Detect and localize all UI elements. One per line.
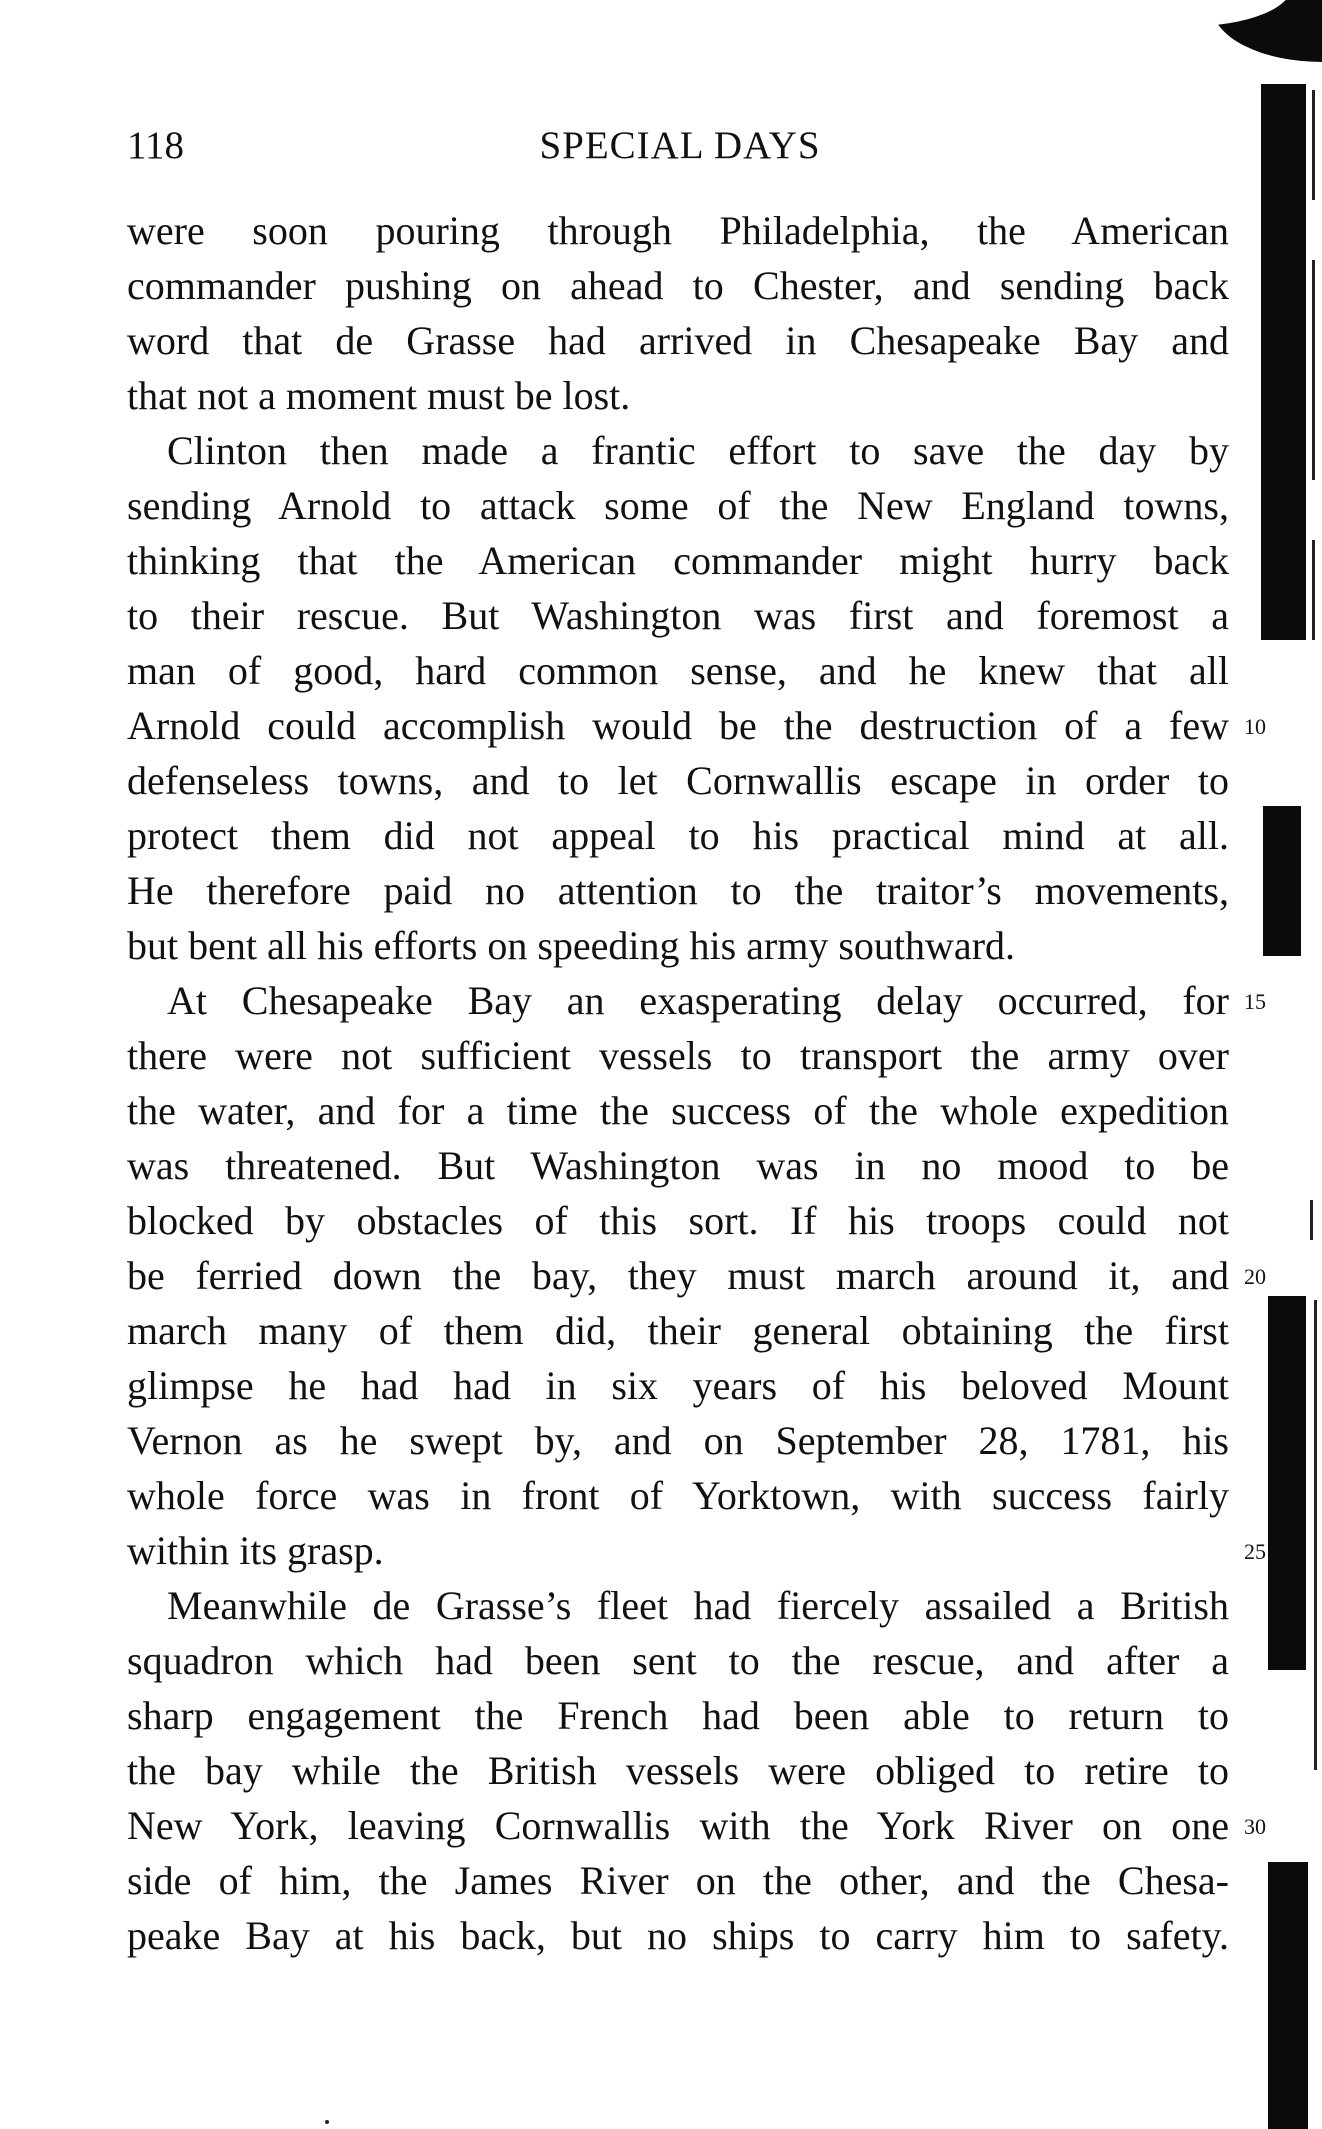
text-line xyxy=(127,1248,1266,1303)
text-line xyxy=(127,808,1229,863)
text-line xyxy=(127,1798,1266,1853)
line-text: New York, leaving Cornwallis with the York River on one xyxy=(127,1803,1229,1848)
text-line xyxy=(127,1468,1229,1523)
text-line xyxy=(127,203,1229,258)
scan-edge-line xyxy=(1312,540,1315,640)
line-text: whole force was in front of Yorktown, with success fairly xyxy=(127,1473,1229,1518)
line-text: the water, and for a time the success of the whole expedition xyxy=(127,1088,1229,1133)
text-line xyxy=(127,1523,1266,1578)
scan-binding-shadow xyxy=(1268,1296,1306,1670)
line-text: squadron which had been sent to the rescue, and after a xyxy=(127,1638,1229,1683)
text-line xyxy=(127,1688,1229,1743)
scan-binding-shadow xyxy=(1261,84,1306,640)
text-line xyxy=(127,1138,1229,1193)
text-line xyxy=(127,1908,1229,1963)
line-text: thinking that the American commander might hurry back xyxy=(127,538,1229,583)
line-text: Vernon as he swept by, and on September 28, 1781, his xyxy=(127,1418,1229,1463)
text-line xyxy=(127,1743,1229,1798)
line-text: sharp engagement the French had been able to return to xyxy=(127,1693,1229,1738)
text-line xyxy=(127,973,1266,1028)
scan-speck xyxy=(325,2120,329,2124)
line-text: He therefore paid no attention to the traitor’s movements, xyxy=(127,868,1229,913)
line-text: within its grasp. xyxy=(127,1528,384,1573)
text-line xyxy=(127,1193,1229,1248)
text-line xyxy=(127,863,1229,918)
body-text xyxy=(127,203,1266,1963)
text-line xyxy=(127,753,1229,808)
text-line xyxy=(127,1358,1229,1413)
line-text: commander pushing on ahead to Chester, and sending back xyxy=(127,263,1229,308)
margin-line-number: 20 xyxy=(1244,1264,1266,1289)
text-line xyxy=(127,643,1229,698)
margin-line-number: 25 xyxy=(1244,1539,1266,1564)
line-text: Meanwhile de Grasse’s fleet had fiercely assailed a British xyxy=(167,1583,1229,1628)
text-line xyxy=(127,533,1229,588)
line-text: sending Arnold to attack some of the New England towns, xyxy=(127,483,1229,528)
scan-edge-artifact xyxy=(1212,0,1322,62)
line-text: blocked by obstacles of this sort. If his troops could not xyxy=(127,1198,1229,1243)
scan-edge-line xyxy=(1310,1200,1313,1240)
text-line xyxy=(127,1028,1229,1083)
text-line xyxy=(127,1413,1229,1468)
scan-edge-line xyxy=(1312,260,1315,480)
text-line xyxy=(127,1083,1229,1138)
line-text: were soon pouring through Philadelphia, the American xyxy=(127,208,1229,253)
line-text: that not a moment must be lost. xyxy=(127,373,631,418)
line-text: glimpse he had had in six years of his beloved Mount xyxy=(127,1363,1229,1408)
line-text: march many of them did, their general obtaining the first xyxy=(127,1308,1229,1353)
running-title: SPECIAL DAYS xyxy=(539,124,821,167)
line-text: defenseless towns, and to let Cornwallis escape in order to xyxy=(127,758,1229,803)
page-number: 118 xyxy=(127,124,185,167)
scan-binding-shadow xyxy=(1263,806,1301,956)
text-line xyxy=(127,698,1266,753)
line-text: to their rescue. But Washington was first and foremost a xyxy=(127,593,1229,638)
scan-edge-line xyxy=(1312,90,1315,200)
line-text: side of him, the James River on the other, and the Chesa- xyxy=(127,1858,1229,1903)
margin-line-number: 15 xyxy=(1244,989,1266,1014)
line-text: protect them did not appeal to his practical mind at all. xyxy=(127,813,1229,858)
line-text: but bent all his efforts on speeding his army southward. xyxy=(127,923,1016,968)
scan-edge-line xyxy=(1314,1300,1317,1770)
text-line xyxy=(127,1303,1229,1358)
text-line xyxy=(127,1853,1229,1908)
line-text: was threatened. But Washington was in no mood to be xyxy=(127,1143,1229,1188)
text-line xyxy=(127,1578,1229,1633)
text-line xyxy=(127,588,1229,643)
scan-binding-shadow xyxy=(1268,1862,1308,2129)
line-text: word that de Grasse had arrived in Chesapeake Bay and xyxy=(127,318,1229,363)
text-line xyxy=(127,368,1229,423)
line-text: peake Bay at his back, but no ships to carry him to safety. xyxy=(127,1913,1229,1958)
line-text: Arnold could accomplish would be the destruction of a few xyxy=(127,703,1229,748)
line-text: man of good, hard common sense, and he knew that all xyxy=(127,648,1229,693)
text-line xyxy=(127,918,1229,973)
text-line xyxy=(127,313,1229,368)
text-line xyxy=(127,423,1229,478)
line-text: the bay while the British vessels were obliged to retire to xyxy=(127,1748,1229,1793)
line-text: be ferried down the bay, they must march around it, and xyxy=(127,1253,1229,1298)
margin-line-number: 10 xyxy=(1244,714,1266,739)
margin-line-number: 30 xyxy=(1244,1814,1266,1839)
text-line xyxy=(127,478,1229,533)
line-text: there were not sufficient vessels to transport the army over xyxy=(127,1033,1229,1078)
line-text: Clinton then made a frantic effort to save the day by xyxy=(167,428,1229,473)
line-text: At Chesapeake Bay an exasperating delay occurred, for xyxy=(167,978,1229,1023)
text-line xyxy=(127,258,1229,313)
text-line xyxy=(127,1633,1229,1688)
